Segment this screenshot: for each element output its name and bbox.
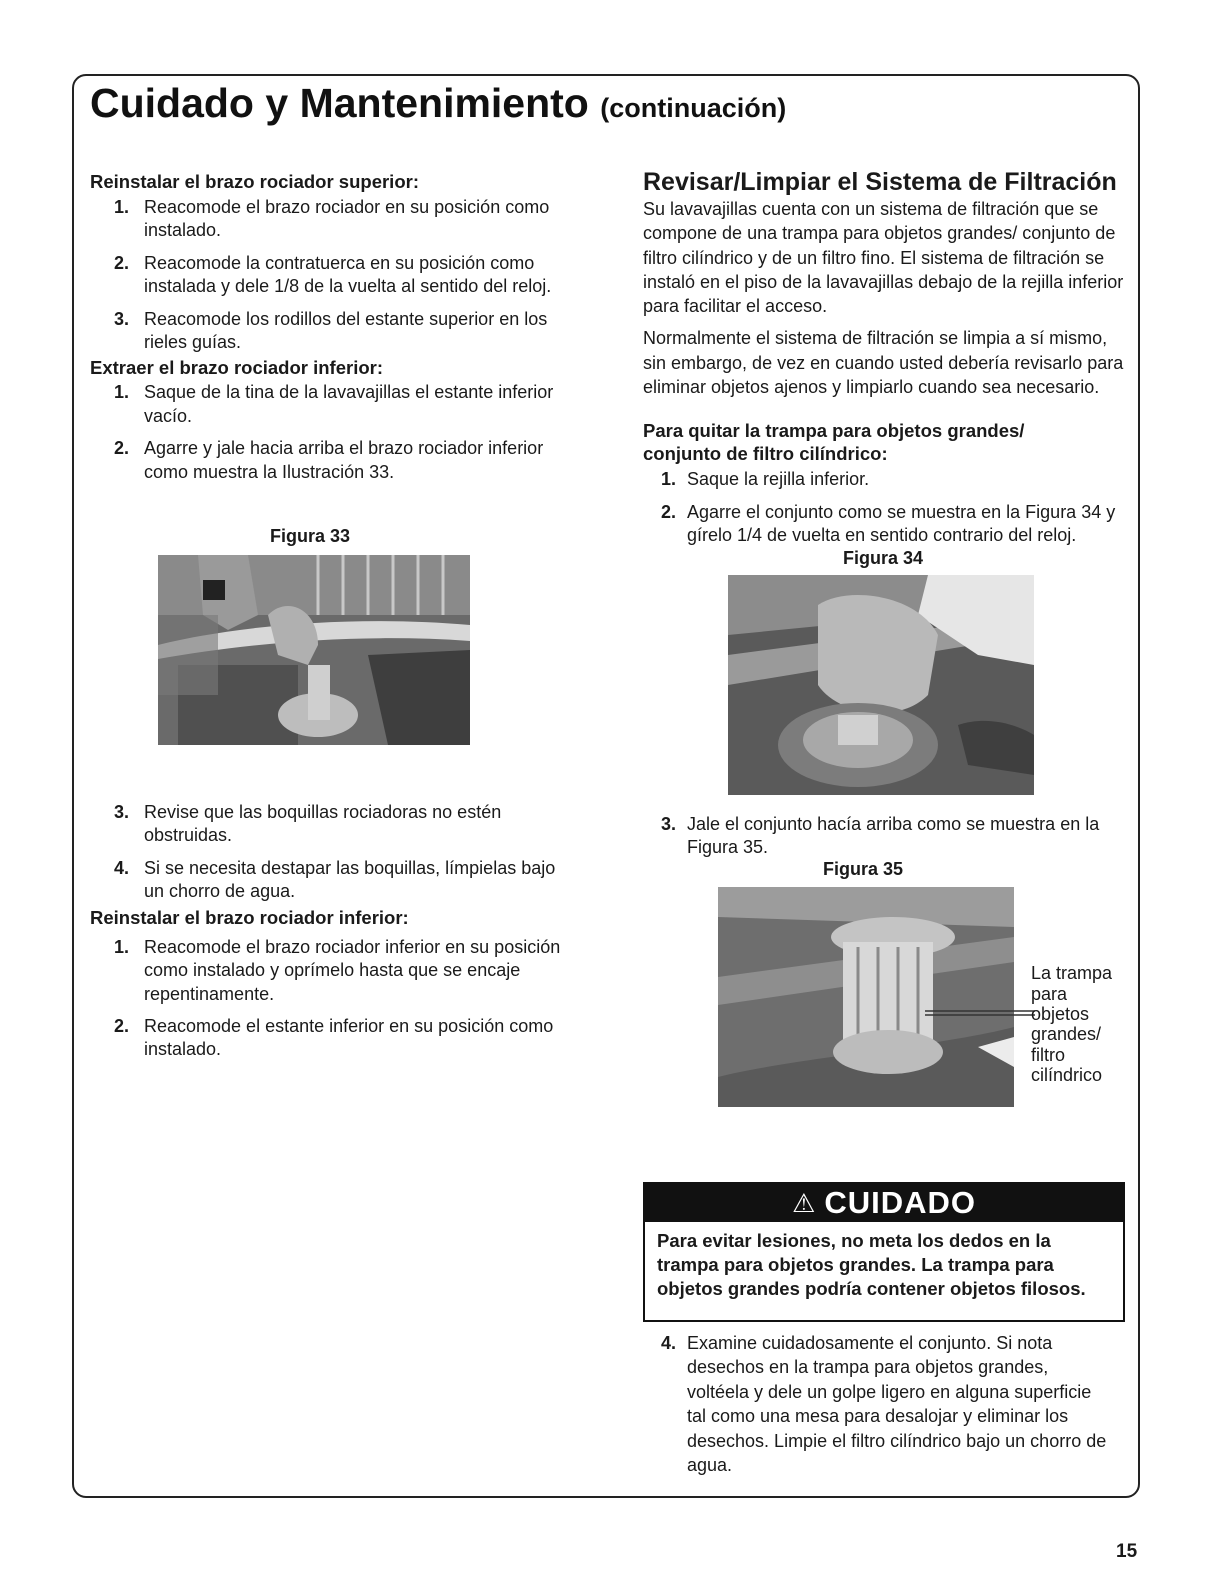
figure-34-illustration (728, 575, 1034, 795)
list-item: 3. Reacomode los rodillos del estante superior en los rieles guías. (114, 308, 548, 353)
caution-title: CUIDADO (824, 1185, 976, 1220)
list-item: 4. Si se necesita destapar las boquillas, límpielas bajo un chorro de agua. (114, 857, 556, 902)
figure-33-illustration (158, 555, 470, 745)
figure-35-callout: La trampa para objetos grandes/ filtro cilíndrico (1031, 963, 1113, 1085)
subheading-remove-trap: Para quitar la trampa para objetos grandes/ conjunto de filtro cilíndrico: (643, 420, 1025, 465)
steps-reinstall-upper (90, 196, 580, 354)
list-item: 4. Examine cuidadosamente el conjunto. Si nota desechos en la trampa para objetos grandes, voltéela y dele un golpe ligero en alguna superficie tal como una mesa para desalojar y eliminar los desechos. Limpie el filtro cilíndrico bajo un chorro de agua. (661, 1333, 1107, 1476)
section-title-filtration: Revisar/Limpiar el Sistema de Filtración (643, 168, 1117, 196)
steps-pull-trap (643, 813, 1133, 860)
figure-33-label: Figura 33 (269, 526, 351, 547)
section-heading-reinstall-lower: Reinstalar el brazo rociador inferior: (90, 906, 409, 928)
list-item: 1. Saque de la tina de la lavavajillas el estante inferior vacío. (114, 382, 554, 426)
steps-reinstall-lower (90, 936, 580, 1062)
list-item: 2. Reacomode el estante inferior en su posición como instalado. (114, 1015, 554, 1060)
page-title-continuation: (continuación) (600, 93, 787, 123)
list-item: 3. Jale el conjunto hacía arriba como se muestra en la Figura 35. (661, 813, 1100, 857)
warning-triangle-icon: ⚠ (792, 1187, 817, 1218)
list-item: 1. Reacomode el brazo rociador en su posición como instalado. (114, 197, 550, 241)
caution-text: Para evitar lesiones, no meta los dedos en la trampa para objetos grandes. La trampa para objetos grandes podría contener objetos filosos. (657, 1230, 1086, 1299)
paragraph-filtration-intro: Su lavavajillas cuenta con un sistema de filtración que se compone de una trampa para objetos grandes/ conjunto de filtro cilíndrico y de un filtro fino. El sistema de filtración se instaló en el piso de la lavavajillas debajo de la rejilla inferior para facilitar el acceso. (643, 199, 1124, 317)
left-column (90, 170, 580, 1071)
steps-examine-assembly (643, 1331, 1113, 1477)
list-item: 2. Agarre el conjunto como se muestra en la Figura 34 y gírelo 1/4 de vuelta en sentido contrario del reloj. (661, 501, 1116, 546)
right-column (643, 168, 1133, 1117)
list-item: 3. Revise que las boquillas rociadoras no estén obstruidas. (114, 802, 502, 846)
steps-inspect-nozzles (90, 801, 580, 904)
caution-box (643, 1182, 1125, 1322)
steps-extract-lower (90, 381, 580, 484)
figure-35-callout-leader (925, 1003, 1035, 1023)
list-item: 2. Reacomode la contratuerca en su posición como instalada y dele 1/8 de la vuelta al sentido del reloj. (114, 252, 552, 297)
step-4-block (643, 1331, 1113, 1486)
page-number: 15 (1116, 1541, 1138, 1562)
figure-34-label: Figura 34 (842, 547, 924, 568)
figure-35-block (643, 887, 1133, 1117)
figure-35-photo (718, 887, 1014, 1107)
list-item: 1. Reacomode el brazo rociador inferior en su posición como instalado y oprímelo hasta que se encaje repentinamente. (114, 936, 561, 1004)
page-title: Cuidado y Mantenimiento (continuación) (90, 80, 787, 126)
paragraph-filtration-maintenance: Normalmente el sistema de filtración se limpia a sí mismo, sin embargo, de vez en cuando usted debería revisarlo para eliminar objetos ajenos y limpiarlo cuando sea necesario. (643, 328, 1124, 398)
list-item: 2. Agarre y jale hacia arriba el brazo rociador inferior como muestra la Ilustración 33. (114, 438, 544, 482)
section-heading-reinstall-upper: Reinstalar el brazo rociador superior: (90, 171, 419, 192)
section-heading-extract-lower: Extraer el brazo rociador inferior: (90, 357, 384, 379)
caution-header (645, 1184, 1123, 1222)
steps-remove-trap (643, 468, 1133, 547)
list-item: 1. Saque la rejilla inferior. (661, 469, 870, 490)
figure-34-photo (728, 575, 1034, 795)
figure-35-illustration (718, 887, 1014, 1107)
figure-35-label: Figura 35 (822, 859, 904, 880)
figure-33-photo (158, 555, 470, 745)
